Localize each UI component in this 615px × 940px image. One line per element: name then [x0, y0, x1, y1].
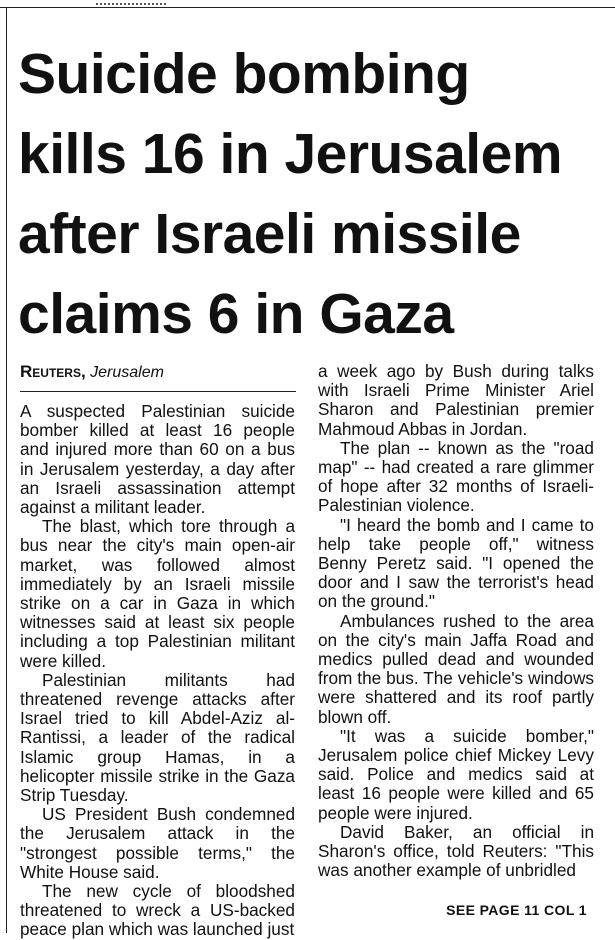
paragraph: Ambulances rushed to the area on the city's main Jaffa Road and medics pulled dead and wounded from the bus. The vehicle's windows were shattered and its roof partly blown off.: [318, 610, 594, 727]
article-column-left: [20, 402, 295, 940]
paragraph: a week ago by Bush during talks with Israeli Prime Minister Ariel Sharon and Palestinian premier Mahmoud Abbas in Jordan.: [318, 361, 594, 439]
article-headline: [18, 34, 608, 354]
page-left-rule: [6, 8, 7, 933]
paragraph: David Baker, an official in Sharon's office, told Reuters: "This was another example of unbridled: [318, 821, 594, 881]
headline-line: after Israeli missile: [18, 202, 521, 266]
headline-line: kills 16 in Jerusalem: [18, 122, 562, 186]
paragraph: "I heard the bomb and I came to help take people off," witness Benny Peretz said. "I opened the door and I saw the terrorist's head on the ground.": [318, 514, 594, 612]
byline-location: Jerusalem: [90, 364, 164, 381]
paragraph: "It was a suicide bomber," Jerusalem police chief Mickey Levy said. Police and medics said at least 16 people were killed and 65 people were injured.: [318, 725, 594, 823]
byline: [20, 362, 296, 392]
paragraph: A suspected Palestinian suicide bomber killed at least 16 people and injured more than 60 on a bus in Jerusalem yesterday, a day after an Israeli assassination attempt against a militant leader.: [20, 401, 295, 518]
headline-line: claims 6 in Gaza: [18, 282, 454, 346]
paragraph: The new cycle of bloodshed threatened to wreck a US-backed peace plan which was launched just: [20, 881, 295, 940]
clipping-edge-mark: [96, 0, 166, 5]
article-column-right: [318, 362, 594, 880]
paragraph: US President Bush condemned the Jerusalem attack in the "strongest possible terms," the White House said.: [20, 804, 295, 882]
headline-line: Suicide bombing: [18, 42, 470, 106]
byline-agency: Reuters,: [20, 362, 86, 381]
page-top-rule: [0, 0, 615, 8]
paragraph: Palestinian militants had threatened revenge attacks after Israel tried to kill Abdel-Aziz al-Rantissi, a leader of the radical Islamic group Hamas, in a helicopter missile strike in the Gaza Strip Tuesday.: [20, 669, 295, 806]
paragraph: The plan -- known as the "road map" -- had created a rare glimmer of hope after 32 months of Israeli-Palestinian violence.: [318, 437, 594, 516]
paragraph: The blast, which tore through a bus near the city's main open-air market, was followed almost immediately by an Israeli missile strike on a car in Gaza in which witnesses said at least six people including a top Palestinian militant were killed.: [20, 516, 295, 671]
continuation-jump-line: SEE PAGE 11 COL 1: [446, 902, 587, 918]
